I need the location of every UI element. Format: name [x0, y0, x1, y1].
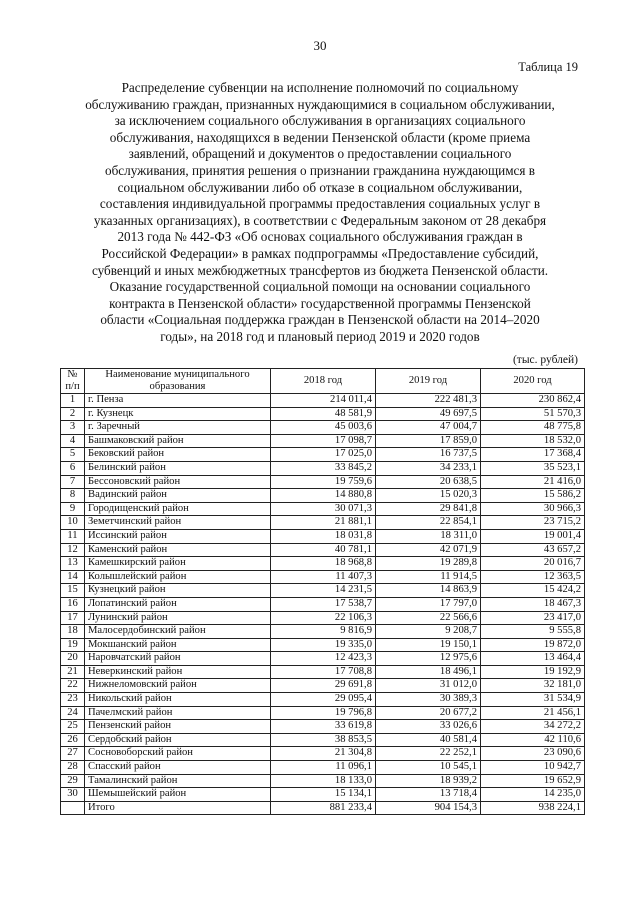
row-2020: 12 363,5	[481, 570, 585, 584]
row-num: 3	[61, 421, 85, 435]
row-2020: 938 224,1	[481, 801, 585, 815]
row-name: Неверкинский район	[85, 665, 271, 679]
row-2020: 13 464,4	[481, 652, 585, 666]
title-line: 2013 года № 442-ФЗ «Об основах социального обслуживания граждан в	[117, 229, 523, 245]
table-row	[61, 475, 585, 489]
row-2018: 29 095,4	[271, 693, 376, 707]
row-num: 16	[61, 597, 85, 611]
row-name: г. Кузнецк	[85, 407, 271, 421]
row-2019: 31 012,0	[376, 679, 481, 693]
row-num: 27	[61, 747, 85, 761]
row-2019: 222 481,3	[376, 394, 481, 408]
table-row	[61, 394, 585, 408]
row-2020: 34 272,2	[481, 720, 585, 734]
row-num: 21	[61, 665, 85, 679]
row-name: Итого	[85, 801, 271, 815]
row-num: 9	[61, 502, 85, 516]
row-name: Малосердобинский район	[85, 625, 271, 639]
row-name: г. Заречный	[85, 421, 271, 435]
row-2018: 18 133,0	[271, 774, 376, 788]
row-name: Пензенский район	[85, 720, 271, 734]
title-line: обслуживания, находящихся в ведении Пензенской области (кроме приема	[109, 129, 531, 145]
row-2020: 15 586,2	[481, 489, 585, 503]
row-num: 7	[61, 475, 85, 489]
row-2019: 29 841,8	[376, 502, 481, 516]
table-row	[61, 720, 585, 734]
row-2019: 9 208,7	[376, 625, 481, 639]
table-row	[61, 543, 585, 557]
row-2018: 15 134,1	[271, 788, 376, 802]
row-2020: 20 016,7	[481, 557, 585, 571]
row-2019: 34 233,1	[376, 461, 481, 475]
row-2019: 15 020,3	[376, 489, 481, 503]
table-row	[61, 652, 585, 666]
row-2020: 17 368,4	[481, 448, 585, 462]
row-2019: 904 154,3	[376, 801, 481, 815]
table-row	[61, 638, 585, 652]
row-2019: 18 311,0	[376, 529, 481, 543]
table-row	[61, 597, 585, 611]
table-row	[61, 557, 585, 571]
title-line: Оказание государственной социальной помощи на основании социального	[109, 279, 531, 295]
title-line: Распределение субвенции на исполнение полномочий по социальному	[121, 80, 519, 95]
title-line: области «Социальная поддержка граждан в Пензенской области на 2014–2020	[100, 312, 540, 328]
row-2020: 15 424,2	[481, 584, 585, 598]
table-row	[61, 788, 585, 802]
row-2020: 30 966,3	[481, 502, 585, 516]
row-2019: 17 797,0	[376, 597, 481, 611]
row-2020: 23 715,2	[481, 516, 585, 530]
row-2020: 51 570,3	[481, 407, 585, 421]
row-name: Вадинский район	[85, 489, 271, 503]
title-line: обслуживанию граждан, признанных нуждающимися в социальном обслуживании,	[85, 96, 555, 112]
row-2018: 12 423,3	[271, 652, 376, 666]
row-name: Мокшанский район	[85, 638, 271, 652]
row-num: 26	[61, 733, 85, 747]
table-row	[61, 502, 585, 516]
row-2020: 19 192,9	[481, 665, 585, 679]
row-2018: 33 619,8	[271, 720, 376, 734]
table-row	[61, 461, 585, 475]
row-2018: 22 106,3	[271, 611, 376, 625]
row-2020: 19 872,0	[481, 638, 585, 652]
row-2020: 18 532,0	[481, 434, 585, 448]
subvention-table	[60, 368, 585, 815]
row-2019: 11 914,5	[376, 570, 481, 584]
row-num: 14	[61, 570, 85, 584]
row-name: Белинский район	[85, 461, 271, 475]
table-row	[61, 407, 585, 421]
table-row	[61, 434, 585, 448]
header-2018: 2018 год	[271, 369, 376, 394]
row-2020: 230 862,4	[481, 394, 585, 408]
row-2018: 18 968,8	[271, 557, 376, 571]
table-row	[61, 611, 585, 625]
row-2019: 19 289,8	[376, 557, 481, 571]
row-2019: 16 737,5	[376, 448, 481, 462]
row-num: 11	[61, 529, 85, 543]
row-name: Городищенский район	[85, 502, 271, 516]
table-row	[61, 706, 585, 720]
title-line: годы», на 2018 год и плановый период 2019 и 2020 годов	[160, 328, 480, 344]
row-num: 13	[61, 557, 85, 571]
row-num: 15	[61, 584, 85, 598]
row-2018: 45 003,6	[271, 421, 376, 435]
title-line: социальном обслуживании либо об отказе в социальном обслуживании,	[117, 179, 523, 195]
header-2020: 2020 год	[481, 369, 585, 394]
row-2019: 20 677,2	[376, 706, 481, 720]
title-line: заявлений, обращений и документов о предоставлении социального	[128, 146, 512, 162]
row-2019: 47 004,7	[376, 421, 481, 435]
row-num: 1	[61, 394, 85, 408]
header-num: № п/п	[61, 369, 85, 394]
row-2018: 40 781,1	[271, 543, 376, 557]
row-num: 10	[61, 516, 85, 530]
row-2018: 17 538,7	[271, 597, 376, 611]
row-2019: 19 150,1	[376, 638, 481, 652]
row-num: 12	[61, 543, 85, 557]
row-2018: 30 071,3	[271, 502, 376, 516]
header-2019: 2019 год	[376, 369, 481, 394]
row-2019: 18 496,1	[376, 665, 481, 679]
row-2020: 9 555,8	[481, 625, 585, 639]
row-2020: 35 523,1	[481, 461, 585, 475]
row-2018: 14 231,5	[271, 584, 376, 598]
row-name: г. Пенза	[85, 394, 271, 408]
row-2018: 33 845,2	[271, 461, 376, 475]
title-line: составления индивидуальной программы предоставления социальных услуг в	[99, 196, 541, 212]
table-row	[61, 774, 585, 788]
row-2018: 11 096,1	[271, 761, 376, 775]
row-num: 28	[61, 761, 85, 775]
title-line: обслуживания, принятия решения о признании гражданина нуждающимся в	[105, 162, 535, 178]
row-name: Бессоновский район	[85, 475, 271, 489]
row-2018: 17 098,7	[271, 434, 376, 448]
row-2019: 17 859,0	[376, 434, 481, 448]
row-name: Каменский район	[85, 543, 271, 557]
units-label: (тыс. рублей)	[512, 354, 578, 366]
row-2018: 21 881,1	[271, 516, 376, 530]
row-num: 25	[61, 720, 85, 734]
row-name: Камешкирский район	[85, 557, 271, 571]
row-2018: 29 691,8	[271, 679, 376, 693]
row-2018: 48 581,9	[271, 407, 376, 421]
table-header-row	[61, 369, 585, 394]
row-2018: 18 031,8	[271, 529, 376, 543]
row-2020: 14 235,0	[481, 788, 585, 802]
table-row	[61, 584, 585, 598]
row-2018: 38 853,5	[271, 733, 376, 747]
table-row	[61, 625, 585, 639]
row-2019: 14 863,9	[376, 584, 481, 598]
row-name: Иссинский район	[85, 529, 271, 543]
row-2019: 13 718,4	[376, 788, 481, 802]
row-2018: 19 335,0	[271, 638, 376, 652]
row-num: 22	[61, 679, 85, 693]
row-2020: 23 417,0	[481, 611, 585, 625]
document-title	[70, 80, 570, 346]
row-2019: 10 545,1	[376, 761, 481, 775]
row-2019: 49 697,5	[376, 407, 481, 421]
row-2019: 22 854,1	[376, 516, 481, 530]
page-number: 30	[313, 38, 327, 53]
row-2019: 12 975,6	[376, 652, 481, 666]
title-line: контракта в Пензенской области» государственной программы Пензенской	[109, 295, 531, 311]
row-name: Сосновоборский район	[85, 747, 271, 761]
title-line: за исключением социального обслуживания в организациях социального	[114, 113, 526, 129]
row-name: Кузнецкий район	[85, 584, 271, 598]
row-2018: 14 880,8	[271, 489, 376, 503]
header-name: Наименование муниципального образования	[85, 369, 271, 394]
row-2018: 9 816,9	[271, 625, 376, 639]
row-num: 29	[61, 774, 85, 788]
row-2019: 40 581,4	[376, 733, 481, 747]
table-row	[61, 489, 585, 503]
row-2019: 18 939,2	[376, 774, 481, 788]
table-row	[61, 679, 585, 693]
row-2018: 11 407,3	[271, 570, 376, 584]
table-row	[61, 733, 585, 747]
row-num: 24	[61, 706, 85, 720]
row-name: Лопатинский район	[85, 597, 271, 611]
table-row	[61, 747, 585, 761]
title-line: указанных организациях), в соответствии с Федеральным законом от 28 декабря	[93, 212, 547, 228]
row-2020: 48 775,8	[481, 421, 585, 435]
row-name: Сердобский район	[85, 733, 271, 747]
row-name: Лунинский район	[85, 611, 271, 625]
row-2019: 33 026,6	[376, 720, 481, 734]
table-label: Таблица 19	[518, 60, 578, 74]
row-2020: 42 110,6	[481, 733, 585, 747]
row-2020: 10 942,7	[481, 761, 585, 775]
table-row	[61, 570, 585, 584]
row-2020: 31 534,9	[481, 693, 585, 707]
row-2018: 17 708,8	[271, 665, 376, 679]
row-2020: 23 090,6	[481, 747, 585, 761]
title-line: Российской Федерации» в рамках подпрограммы «Предоставление субсидий,	[101, 245, 539, 261]
row-2018: 19 796,8	[271, 706, 376, 720]
row-name: Спасский район	[85, 761, 271, 775]
row-2020: 19 652,9	[481, 774, 585, 788]
row-2018: 21 304,8	[271, 747, 376, 761]
row-num: 5	[61, 448, 85, 462]
table-row	[61, 516, 585, 530]
row-name: Наровчатский район	[85, 652, 271, 666]
table-row	[61, 761, 585, 775]
row-name: Колышлейский район	[85, 570, 271, 584]
row-name: Тамалинский район	[85, 774, 271, 788]
table-row	[61, 665, 585, 679]
row-2020: 18 467,3	[481, 597, 585, 611]
row-num: 17	[61, 611, 85, 625]
row-2019: 42 071,9	[376, 543, 481, 557]
row-name: Башмаковский район	[85, 434, 271, 448]
row-2019: 22 566,6	[376, 611, 481, 625]
row-2020: 43 657,2	[481, 543, 585, 557]
table-row	[61, 801, 585, 815]
row-2020: 32 181,0	[481, 679, 585, 693]
row-num: 6	[61, 461, 85, 475]
row-num: 4	[61, 434, 85, 448]
row-2020: 21 456,1	[481, 706, 585, 720]
row-2018: 214 011,4	[271, 394, 376, 408]
row-name: Земетчинский район	[85, 516, 271, 530]
row-name: Пачелмский район	[85, 706, 271, 720]
row-num: 2	[61, 407, 85, 421]
row-2018: 881 233,4	[271, 801, 376, 815]
row-2018: 17 025,0	[271, 448, 376, 462]
title-line: субвенций и иных межбюджетных трансфертов из бюджета Пензенской области.	[91, 262, 549, 278]
row-num: 20	[61, 652, 85, 666]
row-num: 30	[61, 788, 85, 802]
row-name: Никольский район	[85, 693, 271, 707]
row-2020: 21 416,0	[481, 475, 585, 489]
row-num	[61, 801, 85, 815]
row-2019: 22 252,1	[376, 747, 481, 761]
table-row	[61, 693, 585, 707]
row-2020: 19 001,4	[481, 529, 585, 543]
row-num: 8	[61, 489, 85, 503]
row-2018: 19 759,6	[271, 475, 376, 489]
row-name: Шемышейский район	[85, 788, 271, 802]
row-name: Бековский район	[85, 448, 271, 462]
table-row	[61, 448, 585, 462]
row-name: Нижнеломовский район	[85, 679, 271, 693]
row-2019: 30 389,3	[376, 693, 481, 707]
row-num: 23	[61, 693, 85, 707]
row-num: 19	[61, 638, 85, 652]
row-num: 18	[61, 625, 85, 639]
table-row	[61, 529, 585, 543]
table-row	[61, 421, 585, 435]
row-2019: 20 638,5	[376, 475, 481, 489]
